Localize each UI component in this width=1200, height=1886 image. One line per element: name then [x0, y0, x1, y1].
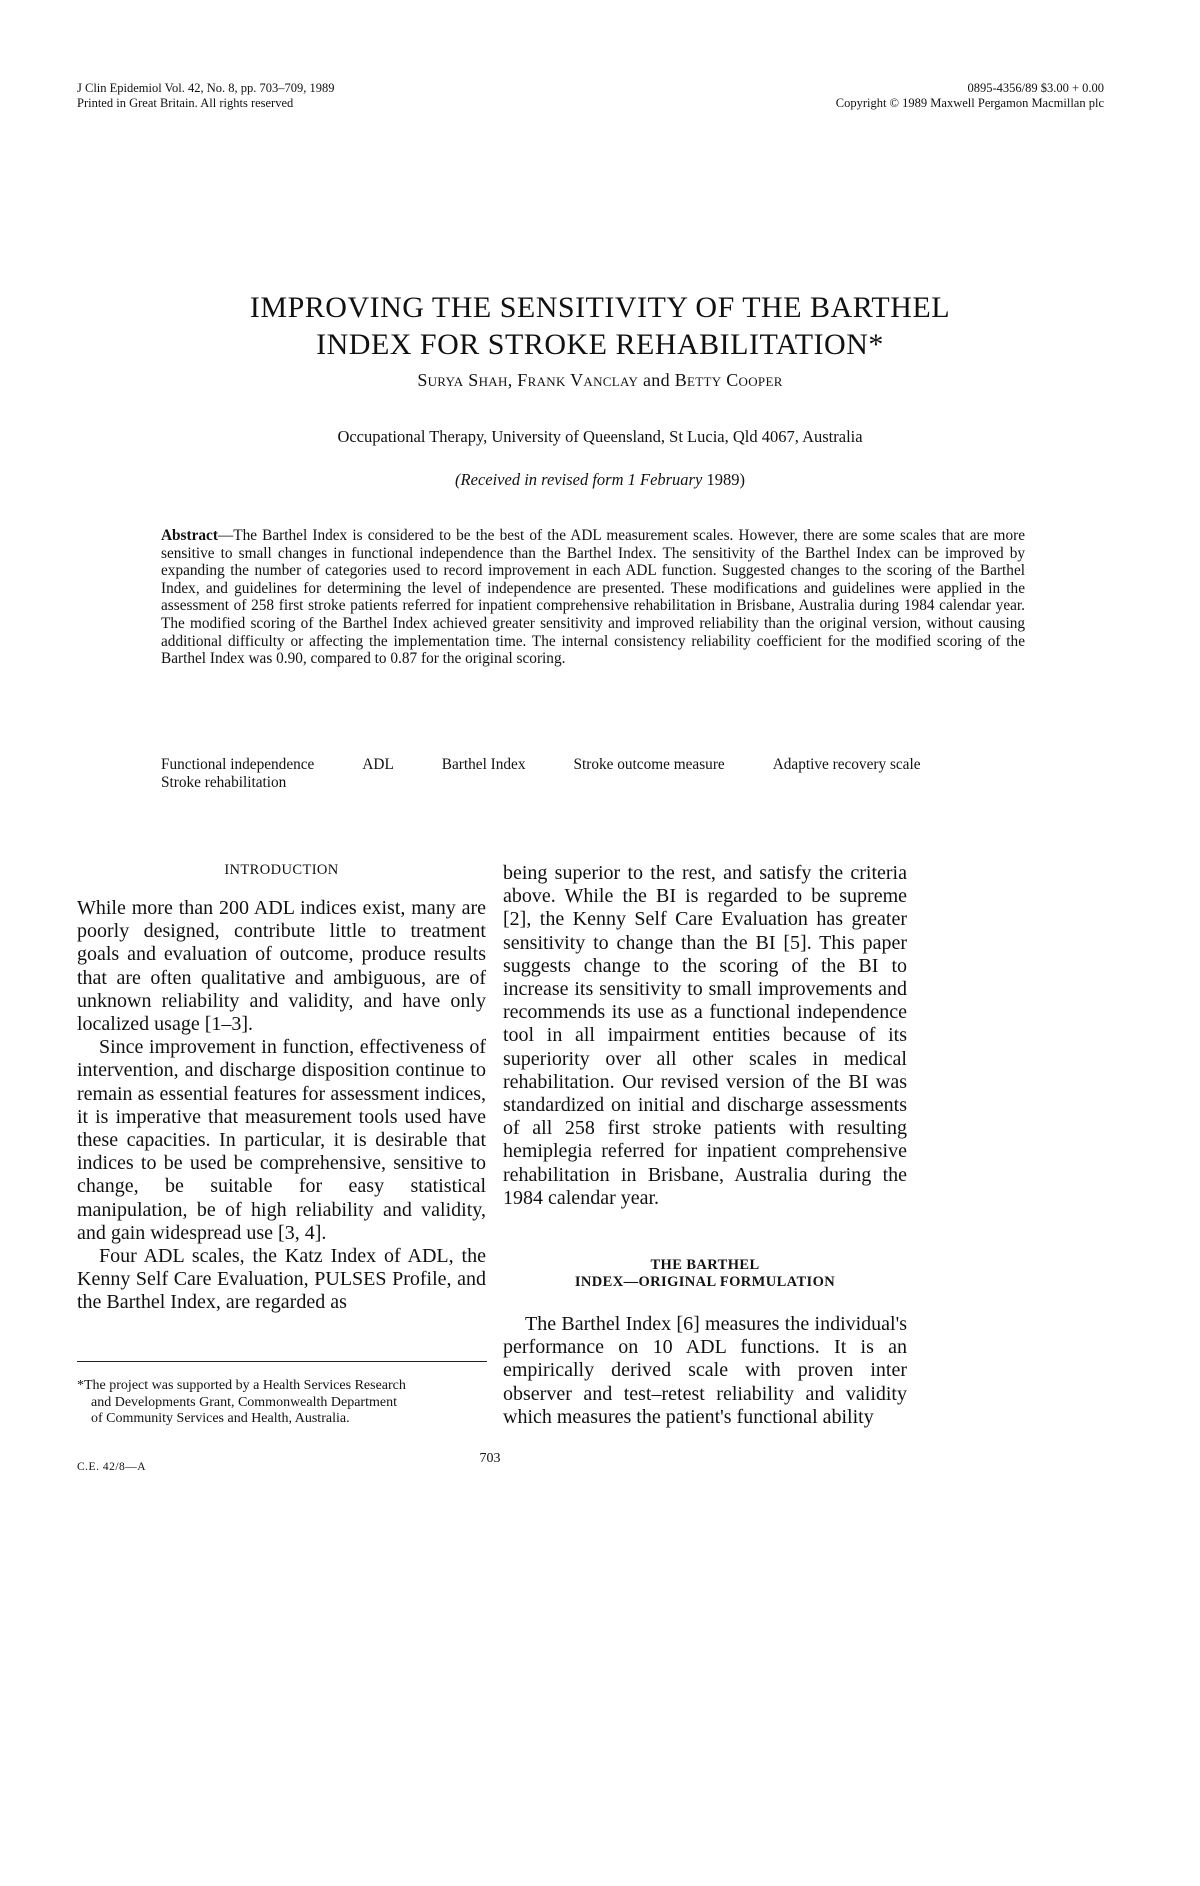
- copyright-block: [700, 81, 1104, 111]
- page-code: C.E. 42/8—A: [77, 1461, 147, 1473]
- author-1: Surya Shah: [417, 370, 508, 390]
- left-column: [77, 897, 486, 1315]
- received-prefix: (Received in revised form 1 February: [455, 470, 703, 489]
- abstract-label: Abstract: [161, 527, 218, 544]
- barthel-section-heading: [503, 1257, 907, 1291]
- barthel-paragraph-1: The Barthel Index [6] measures the individual's performance on 10 ADL functions. It is an empirically derived scale with proven inter observer and test–retest reliability and validity which measures the patient's functional ability: [503, 1313, 907, 1428]
- journal-info: J Clin Epidemiol Vol. 42, No. 8, pp. 703–709, 1989: [77, 81, 335, 95]
- abstract: [161, 527, 1025, 668]
- keyword: Barthel Index: [441, 756, 526, 773]
- author-3: Betty Cooper: [674, 370, 783, 390]
- keyword: Functional independence: [161, 756, 315, 773]
- page-number: 703: [479, 1451, 501, 1466]
- footnote-line-2: and Developments Grant, Commonwealth Department: [91, 1394, 397, 1410]
- author-conjunction: and: [643, 370, 670, 390]
- intro-paragraph-1: While more than 200 ADL indices exist, many are poorly designed, contribute little to treatment goals and evaluation of outcome, produce results that are often qualitative and ambiguous, are of unknown reliability and validity, and have only localized usage [1–3].: [77, 897, 486, 1036]
- right-column: [503, 862, 907, 1210]
- footnote-line-3: of Community Services and Health, Australia.: [91, 1411, 350, 1426]
- footnote-line-1: *The project was supported by a Health Services Research: [77, 1378, 406, 1393]
- author-2: Frank Vanclay: [517, 370, 639, 390]
- received-date: [100, 470, 1100, 490]
- keyword: Stroke outcome measure: [573, 756, 725, 773]
- introduction-heading: INTRODUCTION: [224, 862, 339, 878]
- article-title: [100, 289, 1100, 363]
- title-line-2: INDEX FOR STROKE REHABILITATION*: [316, 328, 884, 361]
- affiliation: Occupational Therapy, University of Queensland, St Lucia, Qld 4067, Australia: [337, 427, 863, 446]
- barthel-section-body: [503, 1313, 907, 1429]
- printed-info: Printed in Great Britain. All rights reserved: [77, 96, 294, 110]
- received-year: 1989): [706, 470, 745, 489]
- journal-citation: [77, 81, 335, 111]
- keywords: [161, 756, 1025, 792]
- abstract-text: —The Barthel Index is considered to be the best of the ADL measurement scales. However, there are some scales that are more sensitive to small changes in functional independence than the Barthel Index. The sensitivity of the Barthel Index can be improved by expanding the number of categories used to record improvement in each ADL function. Suggested changes to the scoring of the Barthel Index, and guidelines for determining the level of independence are presented. These modifications and guidelines were applied in the assessment of 258 first stroke patients referred for inpatient comprehensive rehabilitation in Brisbane, Australia during 1984 calendar year. The modified scoring of the Barthel Index achieved greater sensitivity and improved reliability than the original version, without causing additional difficulty or affecting the implementation time. The internal consistency reliability coefficient for the modified scoring of the Barthel Index was 0.90, compared to 0.87 for the original scoring.: [161, 527, 1025, 668]
- footnote-rule: [77, 1361, 487, 1362]
- author-list: Surya Shah, Frank Vanclay and Betty Cooper: [417, 370, 783, 390]
- intro-paragraph-3: Four ADL scales, the Katz Index of ADL, the Kenny Self Care Evaluation, PULSES Profile, and the Barthel Index, are regarded as: [77, 1245, 486, 1314]
- copyright-line: Copyright © 1989 Maxwell Pergamon Macmillan plc: [835, 96, 1104, 110]
- barthel-heading-line-2: INDEX—ORIGINAL FORMULATION: [574, 1274, 836, 1290]
- keyword: Stroke rehabilitation: [161, 774, 287, 791]
- footnote: [77, 1378, 487, 1428]
- keyword: ADL: [362, 756, 394, 773]
- title-line-1: IMPROVING THE SENSITIVITY OF THE BARTHEL: [249, 291, 951, 324]
- intro-paragraph-continued: being superior to the rest, and satisfy the criteria above. While the BI is regarded to be supreme [2], the Kenny Self Care Evaluation has greater sensitivity to change than the BI [5]. This paper suggests change to the scoring of the BI to increase its sensitivity to small improvements and recommends its use as a functional independence tool in all impairment entities because of its superiority over all other scales in medical rehabilitation. Our revised version of the BI was standardized on initial and discharge assessments of all 258 first stroke patients with resulting hemiplegia referred for inpatient comprehensive rehabilitation in Brisbane, Australia during the 1984 calendar year.: [503, 862, 907, 1209]
- intro-paragraph-2: Since improvement in function, effectiveness of intervention, and discharge disposition continue to remain as essential features for assessment indices, it is imperative that measurement tools used have these capacities. In particular, it is desirable that indices to be used be comprehensive, sensitive to change, be suitable for easy statistical manipulation, be of high reliability and validity, and gain widespread use [3, 4].: [77, 1036, 486, 1244]
- issn-price: 0895-4356/89 $3.00 + 0.00: [967, 81, 1104, 95]
- keyword: Adaptive recovery scale: [772, 756, 921, 773]
- barthel-heading-line-1: THE BARTHEL: [650, 1257, 760, 1273]
